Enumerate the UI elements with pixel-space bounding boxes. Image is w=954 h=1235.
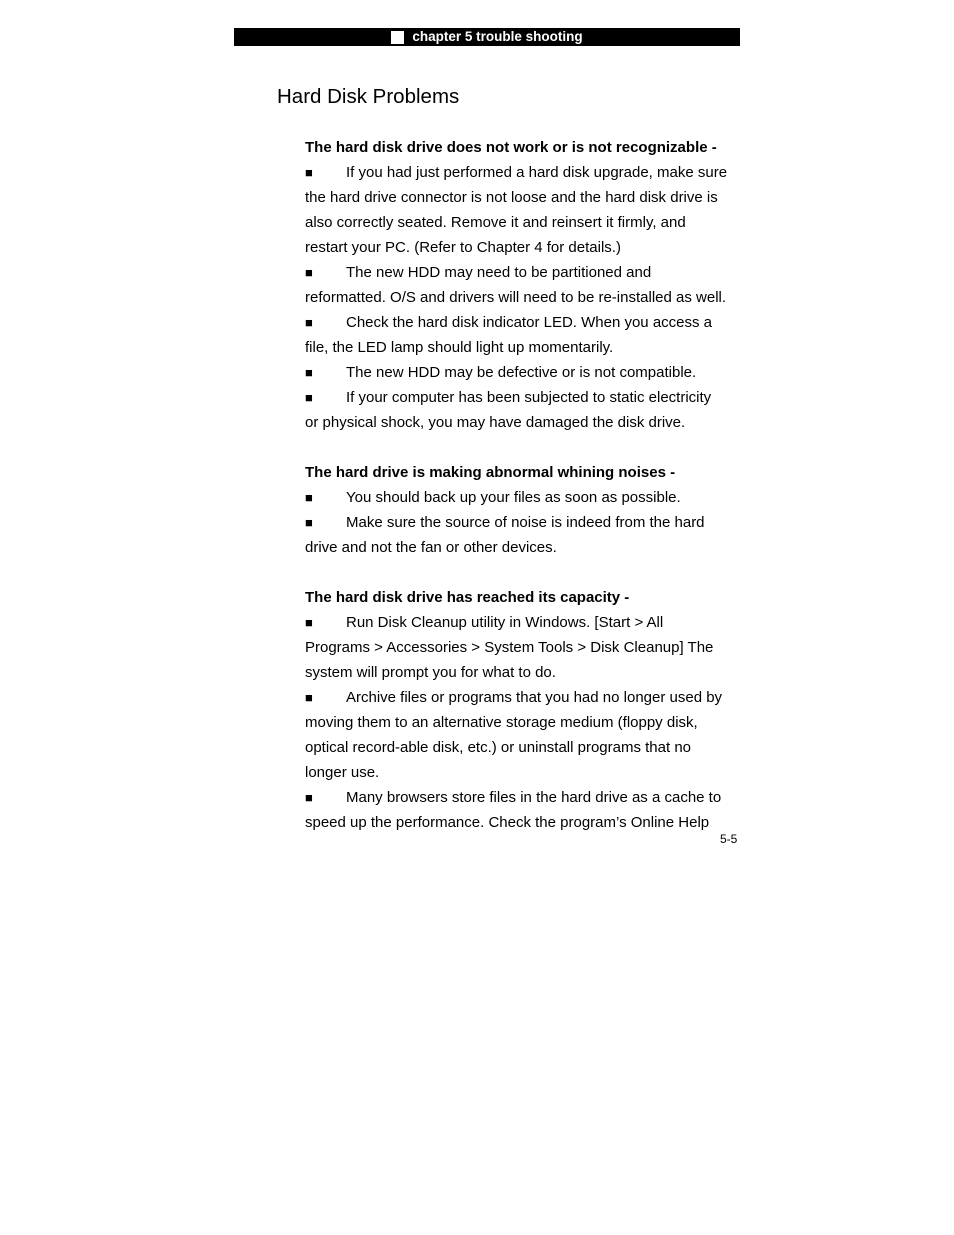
line-text: also correctly seated. Remove it and reinsert it firmly, and [305,214,686,231]
text-line [305,360,745,385]
line-text: If your computer has been subjected to static electricity [346,389,712,406]
section [305,585,745,835]
line-text: You should back up your files as soon as possible. [346,489,681,506]
text-line [305,210,745,235]
line-text: speed up the performance. Check the program’s Online Help [305,814,710,831]
line-text: The new HDD may be defective or is not compatible. [346,364,697,381]
line-text: file, the LED lamp should light up momentarily. [305,339,614,356]
text-line [305,685,745,710]
text-line [305,385,745,410]
square-bullet-icon: ■ [305,315,313,330]
text-line [305,635,745,660]
square-bullet-icon: ■ [305,690,313,705]
text-line [305,510,745,535]
text-line [305,710,745,735]
chapter-header-bar [234,28,740,46]
square-bullet-icon: ■ [305,790,313,805]
text-line [305,760,745,785]
bullet-item [305,160,745,260]
bullet-item [305,685,745,785]
line-text: drive and not the fan or other devices. [305,539,557,556]
square-bullet-icon: ■ [305,615,313,630]
text-line [305,285,745,310]
line-text: Make sure the source of noise is indeed from the hard [346,514,705,531]
line-text: longer use. [305,764,380,781]
document-body [305,135,745,835]
header-square-icon [391,31,404,44]
square-bullet-icon: ■ [305,165,313,180]
bullet-item [305,610,745,685]
square-bullet-icon: ■ [305,365,313,380]
line-text: Archive files or programs that you had no longer used by [346,689,723,706]
section-heading: The hard disk drive does not work or is not recognizable - [305,139,717,156]
bullet-item [305,310,745,360]
square-bullet-icon: ■ [305,390,313,405]
text-line [305,660,745,685]
page-number: 5-5 [720,832,738,846]
line-text: system will prompt you for what to do. [305,664,556,681]
text-line [305,335,745,360]
section-heading: The hard disk drive has reached its capacity - [305,589,630,606]
text-line [305,160,745,185]
line-text: Programs > Accessories > System Tools > Disk Cleanup] The [305,639,714,656]
text-line [305,235,745,260]
section [305,135,745,435]
section-heading: The hard drive is making abnormal whining noises - [305,464,676,481]
bullet-item [305,260,745,310]
bullet-item [305,485,745,510]
line-text: If you had just performed a hard disk upgrade, make sure [346,164,728,181]
text-line [305,735,745,760]
text-line [305,785,745,810]
line-text: The new HDD may need to be partitioned and [346,264,652,281]
text-line [305,310,745,335]
line-text: reformatted. O/S and drivers will need to be re-installed as well. [305,289,727,306]
line-text: restart your PC. (Refer to Chapter 4 for details.) [305,239,621,256]
square-bullet-icon: ■ [305,515,313,530]
text-line [305,410,745,435]
text-line [305,610,745,635]
line-text: Run Disk Cleanup utility in Windows. [Start > All [346,614,664,631]
line-text: the hard drive connector is not loose and the hard disk drive is [305,189,718,206]
bullet-item [305,510,745,560]
text-line [305,485,745,510]
square-bullet-icon: ■ [305,265,313,280]
page-title: Hard Disk Problems [277,85,460,108]
text-line [305,260,745,285]
bullet-item [305,385,745,435]
chapter-label: chapter 5 trouble shooting [412,29,583,44]
line-text: optical record-able disk, etc.) or uninstall programs that no [305,739,692,756]
line-text: moving them to an alternative storage medium (floppy disk, [305,714,698,731]
text-line [305,535,745,560]
line-text: or physical shock, you may have damaged the disk drive. [305,414,686,431]
bullet-item [305,785,745,835]
line-text: Many browsers store files in the hard drive as a cache to [346,789,722,806]
text-line [305,185,745,210]
square-bullet-icon: ■ [305,490,313,505]
section [305,460,745,560]
text-line [305,810,745,835]
bullet-item [305,360,745,385]
line-text: Check the hard disk indicator LED. When you access a [346,314,713,331]
